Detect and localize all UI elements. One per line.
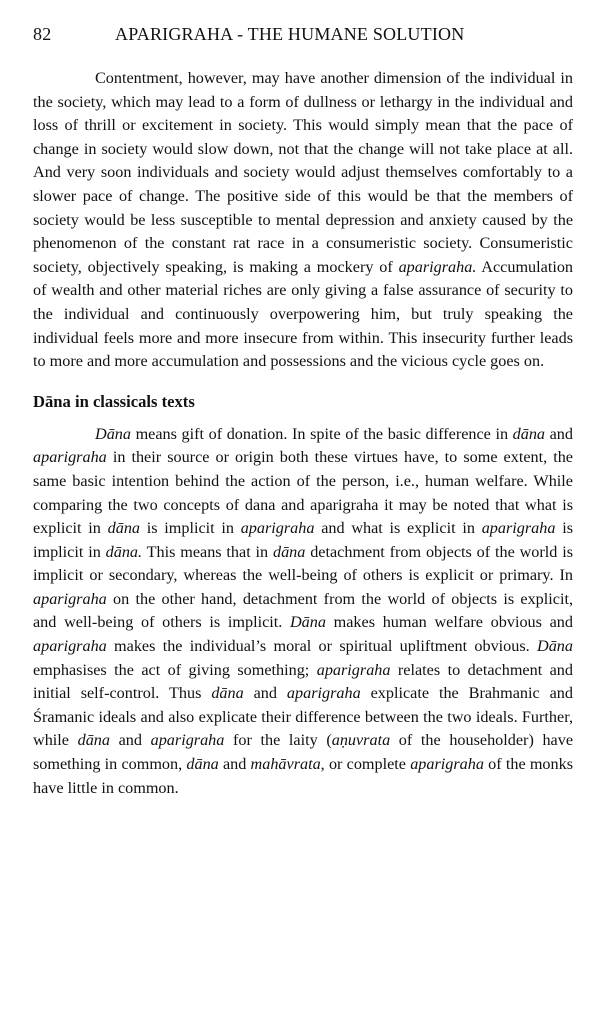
- text-run: and what is explicit in: [314, 519, 482, 538]
- text-run: or complete: [324, 755, 411, 774]
- italic-term: aparigraha: [33, 637, 107, 656]
- text-run: explicate the Brahmanic and Śramanic ideals and also explicate their difference between the two ideals. Further, while: [33, 684, 573, 750]
- italic-term: Dāna: [95, 424, 131, 443]
- italic-term: aparigraha: [33, 589, 107, 608]
- italic-term: aparigraha: [286, 684, 361, 703]
- italic-term: dāna: [77, 731, 110, 750]
- italic-term: mahāvrata,: [250, 755, 325, 774]
- running-title: APARIGRAHA - THE HUMANE SOLUTION: [115, 24, 465, 44]
- text-run: relates to detachment and initial self-control. Thus: [33, 660, 573, 703]
- text-run: in their source or origin both these virtues have, to some extent, the same basic intention behind the action of the person, i.e., human welfare. While comparing the two concepts of dana and aparigraha it may be noted that what is explicit in: [33, 448, 573, 538]
- text-run: emphasises the act of giving something;: [33, 660, 317, 679]
- italic-term: Dāna: [289, 613, 326, 632]
- text-run: detachment from objects of the world is implicit or secondary, whereas the well-being of others is explicit or primary. In: [33, 542, 573, 585]
- text-run: of the householder) have something in common,: [33, 731, 574, 774]
- book-page: [33, 24, 573, 800]
- page-number: 82: [33, 24, 52, 44]
- text-run: is implicit in: [140, 519, 241, 538]
- italic-term: aparigraha.: [398, 257, 477, 276]
- italic-term: aparigraha: [481, 519, 556, 538]
- text-run: and: [218, 755, 251, 774]
- paragraph-dana: [33, 423, 573, 801]
- text-run: and: [243, 684, 287, 703]
- italic-term: aparigraha: [33, 448, 107, 467]
- text-run: This means that in: [142, 542, 273, 561]
- text-run: makes the individual’s moral or spiritual upliftment obvious.: [106, 637, 538, 656]
- text-run: for the laity (: [224, 731, 332, 750]
- italic-term: aṇuvrata: [331, 731, 391, 750]
- italic-term: aparigraha: [150, 731, 225, 750]
- text-run: of the monks have little in common.: [33, 755, 574, 797]
- italic-term: aparigraha: [316, 660, 391, 679]
- section-heading: Dāna in classicals texts: [33, 391, 195, 411]
- text-run: means gift of donation. In spite of the basic difference in: [130, 424, 513, 443]
- italic-term: dāna.: [105, 542, 143, 561]
- text-run: is implicit in: [33, 519, 573, 561]
- paragraph-contentment: [33, 67, 573, 374]
- text-run: Contentment, however, may have another dimension of the individual in the society, which may lead to a form of dullness or lethargy in the individual and loss of thrill or excitement in society. This would simply mean that the pace of change in society would slow down, not that the change will not take place at all. And very soon individuals and society would adjust themselves comfortably to a slower pace of change. The positive side of this would be that the members of society would be less susceptible to mental depression and anxiety caused by the phenomenon of the constant rat race in a consumeristic society. Consumeristic society, objectively speaking, is making a mockery of: [33, 69, 573, 276]
- italic-term: dāna: [186, 755, 219, 774]
- running-head: [33, 24, 573, 54]
- italic-term: dāna: [512, 424, 546, 443]
- italic-term: dāna: [211, 684, 244, 703]
- italic-term: aparigraha: [240, 519, 315, 538]
- text-run: and: [109, 731, 151, 750]
- text-run: Accumulation of wealth and other material riches are only giving a false assurance of security to the individual and continuously overpowering him, but truly speaking the individual feels more and more insecure from within. This insecurity further leads to more and more accumulation and possessions and the vicious cycle goes on.: [33, 257, 574, 371]
- italic-term: dāna: [272, 542, 306, 561]
- text-run: and: [545, 424, 573, 443]
- text-run: makes human welfare obvious and: [325, 613, 573, 632]
- italic-term: Dāna: [537, 637, 573, 656]
- text-run: on the other hand, detachment from the world of objects is explicit, and well-being of others is implicit.: [33, 589, 573, 632]
- italic-term: aparigraha: [410, 755, 484, 774]
- italic-term: dāna: [107, 519, 140, 538]
